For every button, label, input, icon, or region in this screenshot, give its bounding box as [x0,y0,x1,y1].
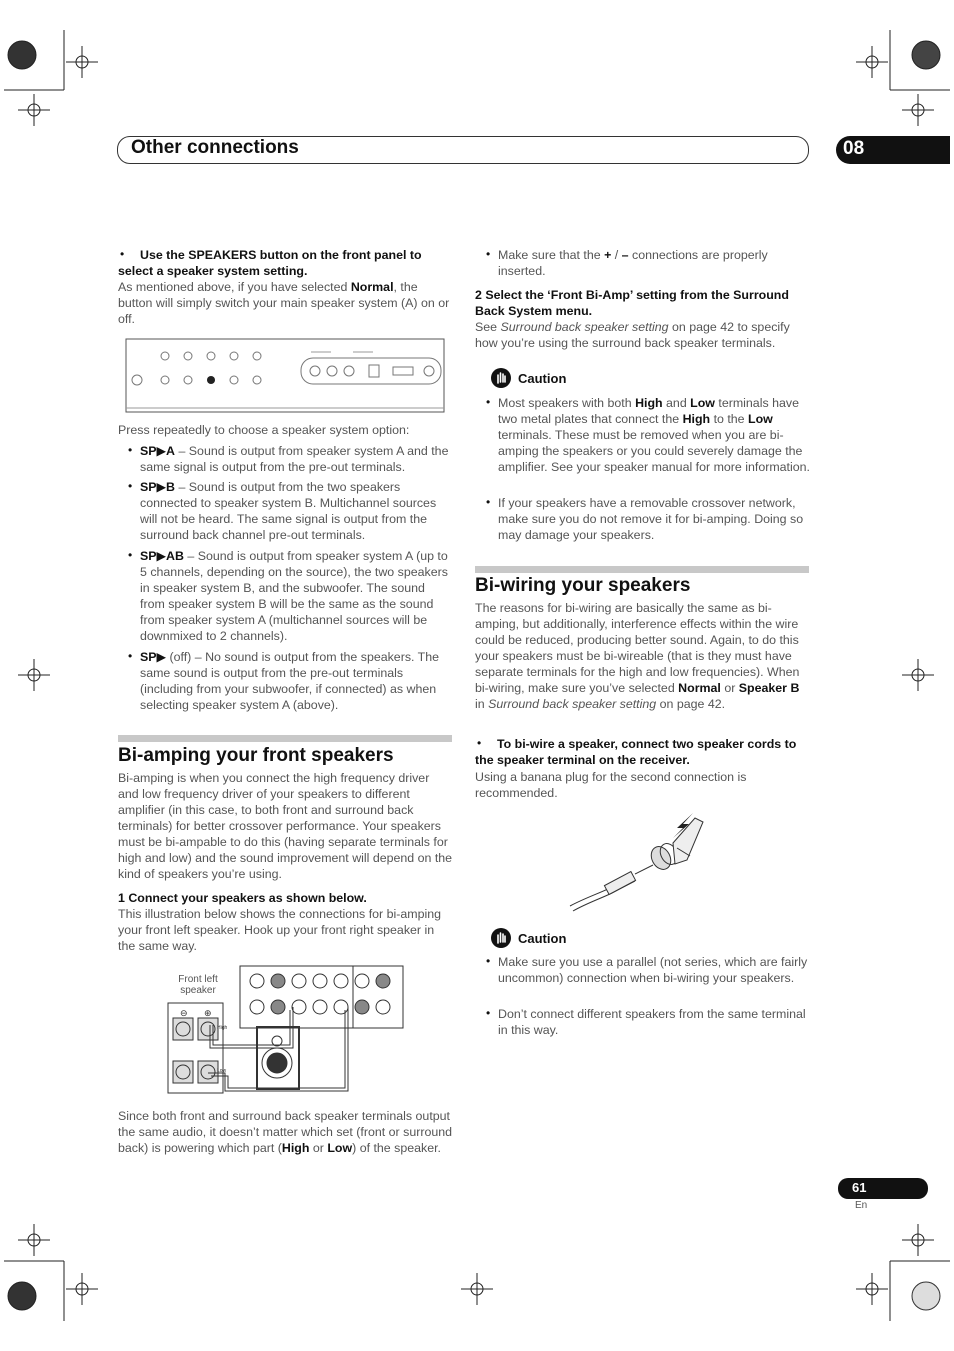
speakers-step: Use the SPEAKERS button on the front panel to select a speaker system setting. [118,248,422,278]
bullet-icon: • [486,495,491,509]
section-bar [475,566,809,573]
page-language: En [855,1200,868,1211]
page-number: 61 [852,1180,867,1195]
step-2-para: See Surround back speaker setting on page 42 to specify how you’re using the surround back speaker terminals. [475,320,790,350]
svg-text:⊕: ⊕ [204,1009,212,1019]
step-1: 1 Connect your speakers as shown below. [118,891,367,905]
bullet-icon: • [128,443,133,457]
option-spa: SP▶A – Sound is output from speaker system A and the same signal is output from the pre-out terminals. [140,444,449,474]
diagram-low-label: Low [217,1068,227,1074]
bullet-icon: • [128,548,133,562]
bullet-icon: • [486,954,491,968]
bullet-icon: • [486,395,491,409]
banana-plug-illustration [565,808,725,913]
diagram-label: Front left speaker [178,974,218,996]
diagram-high-label: High [217,1025,228,1031]
chapter-number: 08 [843,138,865,159]
biwire-step: To bi-wire a speaker, connect two speaker cords to the speaker terminal on the receiver. [475,737,797,767]
svg-text:⊖: ⊖ [180,1009,188,1019]
step-1-para: This illustration below shows the connections for bi-amping your front left speaker. Hook up your front right speaker in the same way. [118,907,442,953]
caution2-item: Don’t connect different speakers from the same terminal in this way. [498,1007,806,1037]
caution-hand-icon [491,928,511,948]
bullet-icon: • [128,649,133,663]
option-spoff: SP▶ (off) – No sound is output from the speakers. The same sound is output from the pre-out terminals (including from your subwoofer, if connected) as when selecting speaker system A (above). [140,650,440,712]
caution-title: Caution [518,931,567,946]
front-panel-illustration [125,338,447,414]
speakers-para: As mentioned above, if you have selected Normal, the button will simply switch your main speaker system (A) on or off. [118,280,450,326]
caution-title: Caution [518,371,567,386]
since-para: Since both front and surround back speaker terminals output the same audio, it doesn’t matter which set (front or surround back) is powering which part (High or Low) of the speaker. [118,1109,453,1155]
bullet-icon: • [128,479,133,493]
biwire-para: The reasons for bi-wiring are basically the same as bi-amping, but additionally, interference effects within the wire could be reduced, producing better sound. Again, to do this your speakers must be bi-wireable (that is they must have separate terminals for the high and low frequencies). When bi-wiring, make sure you’ve selected Normal or Speaker B in Surround back speaker setting on page 42. [475,601,800,711]
bullet-icon: • [120,247,125,261]
press-text: Press repeatedly to choose a speaker system option: [118,423,410,437]
caution-hand-icon [491,368,511,388]
biamp-para: Bi-amping is when you connect the high frequency driver and low frequency driver of your speakers to different amplifier (in this case, to both front and surround back terminals) for better crossover performance. Your speakers must be bi-ampable to do this (having separate terminals for high and low) and the sound improvement will depend on the kind of speakers you’re using. [118,771,453,881]
section-bar [118,735,452,742]
biwire-heading: Bi-wiring your speakers [475,575,691,596]
caution1-item: Most speakers with both High and Low terminals have two metal plates that connect the High to the Low terminals. These must be removed when you are bi-amping the speakers or you could severely damage the amplifier. See your speaker manual for more information. [498,396,810,474]
bullet-icon: • [477,736,482,750]
connections-bullet: Make sure that the + / – connections are properly inserted. [498,248,768,278]
biwire-step-para: Using a banana plug for the second connection is recommended. [475,770,747,800]
bullet-icon: • [486,1006,491,1020]
page-title: Other connections [131,137,299,158]
step-2: 2 Select the ‘Front Bi-Amp’ setting from the Surround Back System menu. [475,288,789,318]
biamp-heading: Bi-amping your front speakers [118,745,394,766]
option-spb: SP▶B – Sound is output from the two speakers connected to speaker system B. Multichannel sources will not be heard. The same signal is output from the surround back channel pre-out terminals. [140,480,437,542]
caution2-item: Make sure you use a parallel (not series, which are fairly uncommon) connection when bi-wiring your speakers. [498,955,808,985]
biamp-diagram [165,963,410,1098]
caution1-item: If your speakers have a removable crossover network, make sure you do not remove it for bi-amping. Doing so may damage your speakers. [498,496,804,542]
bullet-icon: • [486,247,491,261]
option-spab: SP▶AB – Sound is output from speaker system A (up to 5 channels, depending on the source), the two speakers in speaker system B, and the subwoofer. The sound from speaker system B will be the same as the sound from speaker system A (multichannel sources will be downmixed to 2 channels). [140,549,448,643]
